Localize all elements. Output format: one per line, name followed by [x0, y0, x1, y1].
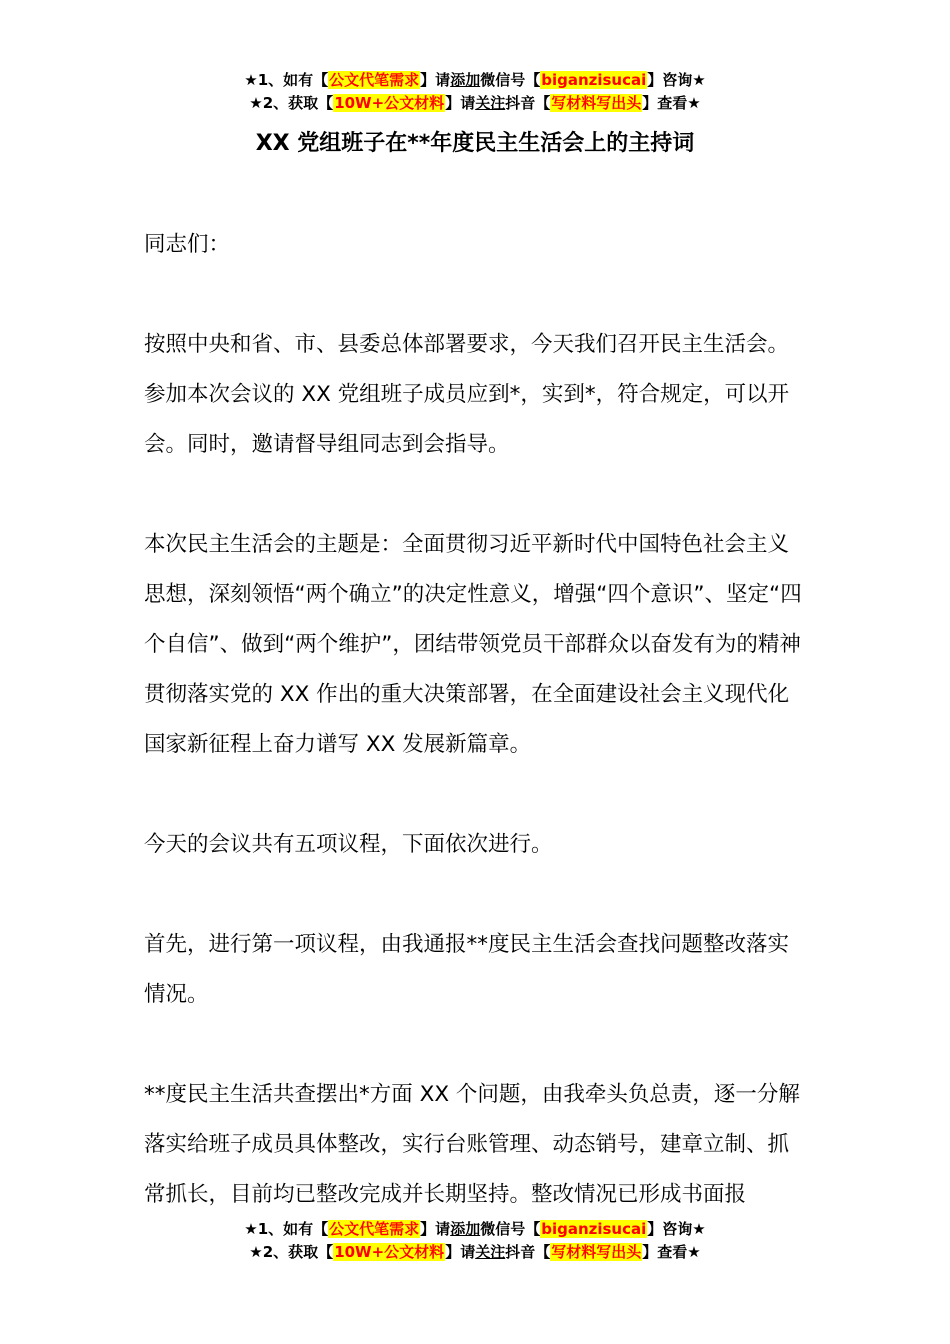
banner-text: ★2、获取【: [249, 94, 334, 112]
underlined-action: 添加: [450, 71, 481, 89]
highlighted-materials: 10W+公文材料: [334, 94, 445, 112]
paragraph: 按照中央和省、市、县委总体部署要求，今天我们召开民主生活会。参加本次会议的 XX 党组班子成员应到*，实到*，符合规定，可以开会。同时，邀请督导组同志到会指导。: [144, 332, 790, 457]
paragraph: 今天的会议共有五项议程，下面依次进行。: [144, 832, 553, 857]
banner-text: 】请: [445, 1243, 476, 1261]
banner-text: ★1、如有【: [244, 1220, 329, 1238]
banner-line-1: [0, 1218, 950, 1241]
banner-text: 】请: [420, 71, 451, 89]
banner-line-2: [0, 92, 950, 115]
header-banner: [0, 69, 950, 115]
highlighted-douyin-account: 写材料写出头: [551, 94, 642, 112]
banner-text: ★1、如有【: [244, 71, 329, 89]
paragraph: 本次民主生活会的主题是：全面贯彻习近平新时代中国特色社会主义思想，深刻领悟“两个确立”的决定性意义，增强“四个意识”、坚定“四个自信”、做到“两个维护”，团结带领党员干部群众以奋发有为的精神贯彻落实党的 XX 作出的重大决策部署，在全面建设社会主义现代化国家新征程上奋力谱写 XX 发展新篇章。: [144, 532, 802, 757]
paragraph: 首先，进行第一项议程，由我通报**度民主生活会查找问题整改落实情况。: [144, 932, 790, 1007]
underlined-action: 添加: [450, 1220, 481, 1238]
highlighted-service: 公文代笔需求: [329, 1220, 420, 1238]
salutation: 同志们：: [144, 232, 231, 257]
banner-text: 抖音【: [505, 1243, 551, 1261]
document-title: XX 党组班子在**年度民主生活会上的主持词: [255, 131, 695, 156]
highlighted-wechat-id: biganzisucai: [541, 1220, 647, 1238]
banner-text: ★2、获取【: [249, 1243, 334, 1261]
paragraph: **度民主生活共查摆出*方面 XX 个问题，由我牵头负总责，逐一分解落实给班子成员具体整改，实行台账管理、动态销号，建章立制、抓常抓长，目前均已整改完成并长期坚持。整改情况已形成书面报: [144, 1082, 800, 1207]
banner-text: 】查看★: [642, 94, 701, 112]
banner-text: 微信号【: [480, 1220, 541, 1238]
highlighted-materials: 10W+公文材料: [334, 1243, 445, 1261]
banner-line-1: [0, 69, 950, 92]
banner-text: 抖音【: [505, 94, 551, 112]
document-body: [144, 220, 810, 1220]
highlighted-douyin-account: 写材料写出头: [551, 1243, 642, 1261]
banner-text: 】请: [445, 94, 476, 112]
banner-text: 】查看★: [642, 1243, 701, 1261]
banner-line-2: [0, 1241, 950, 1264]
banner-text: 】咨询★: [647, 71, 706, 89]
banner-text: 】请: [420, 1220, 451, 1238]
underlined-action: 关注: [475, 1243, 506, 1261]
banner-text: 微信号【: [480, 71, 541, 89]
highlighted-service: 公文代笔需求: [329, 71, 420, 89]
footer-banner: [0, 1218, 950, 1264]
underlined-action: 关注: [475, 94, 506, 112]
highlighted-wechat-id: biganzisucai: [541, 71, 647, 89]
banner-text: 】咨询★: [647, 1220, 706, 1238]
